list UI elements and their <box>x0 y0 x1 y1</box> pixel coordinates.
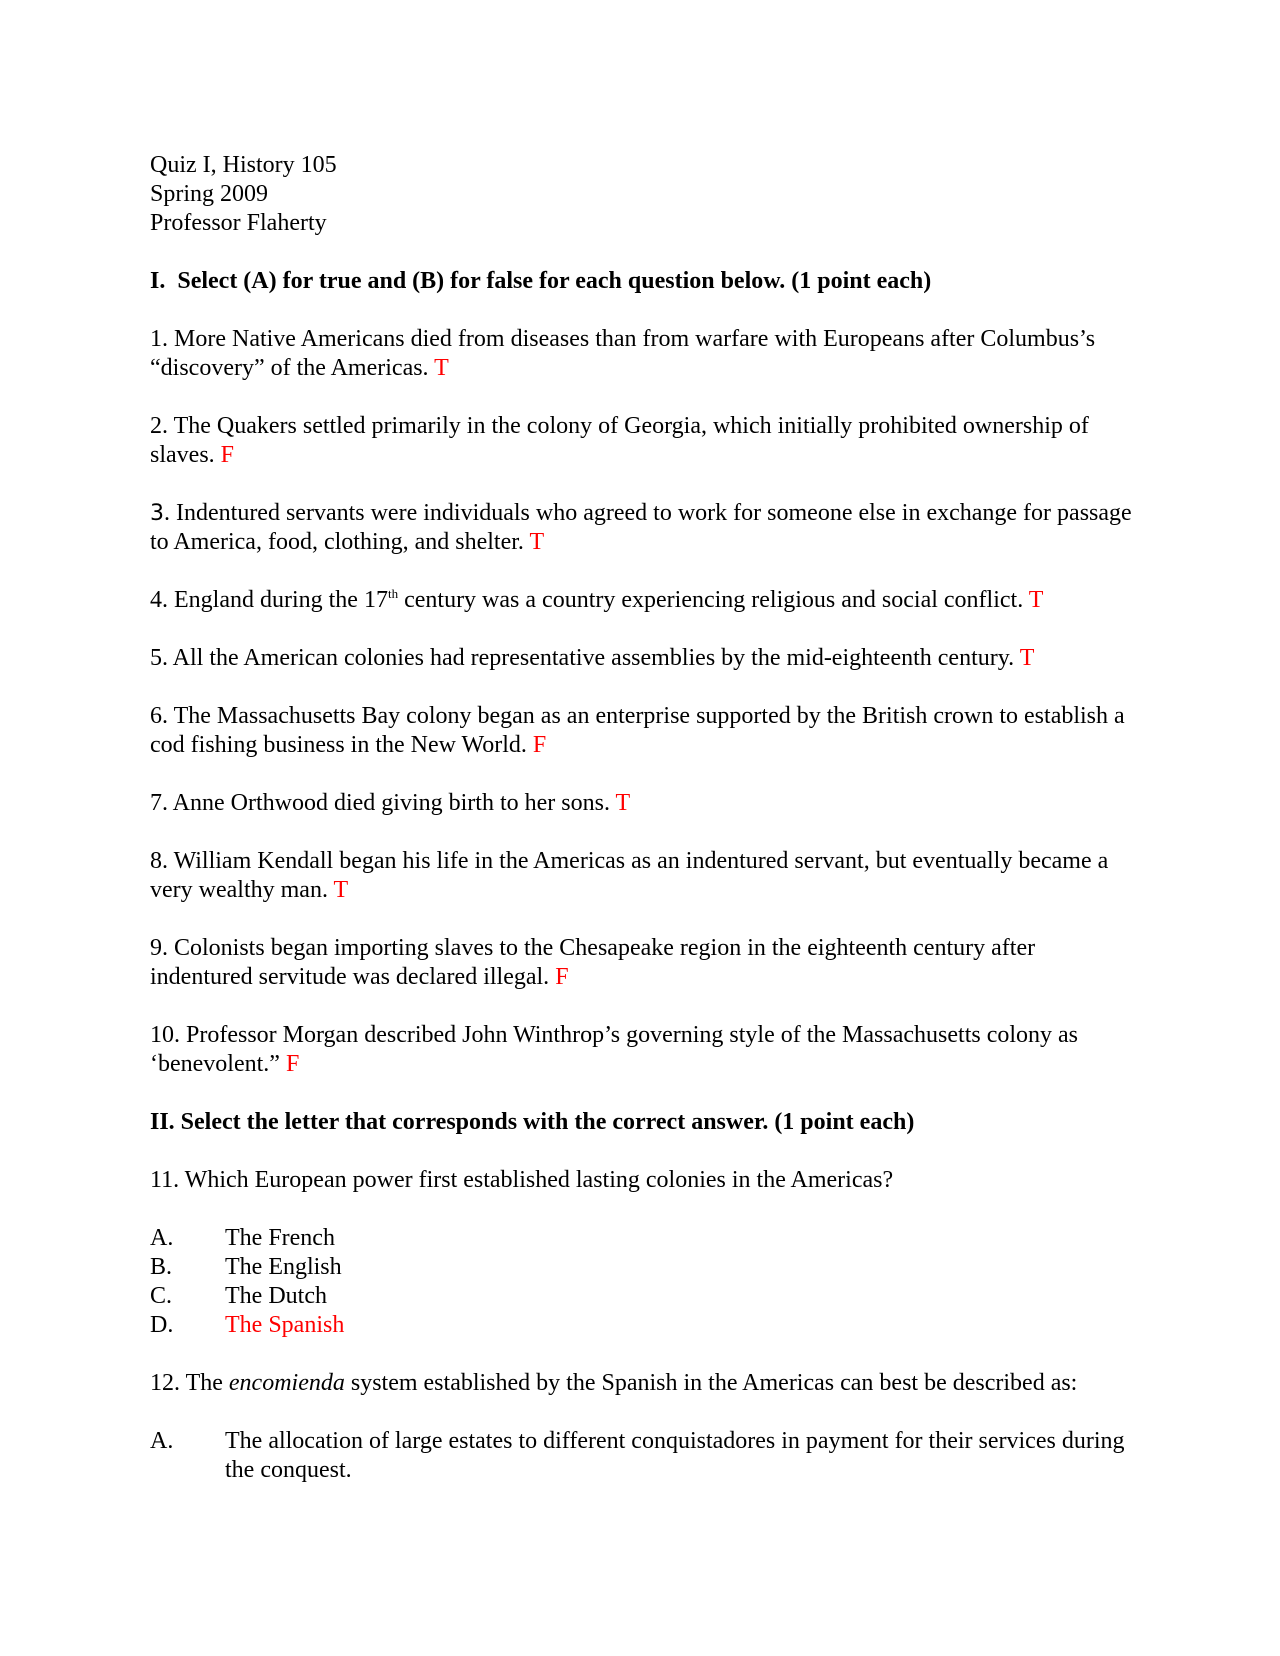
choice-b <box>150 1253 1135 1282</box>
quiz-professor: Professor Flaherty <box>150 210 327 236</box>
section-1-heading: I. Select (A) for true and (B) for false for each question below. (1 point each) <box>150 268 932 294</box>
choice-a <box>150 1427 1135 1485</box>
answer-key: T <box>1028 587 1044 613</box>
choice-letter: C. <box>150 1283 173 1309</box>
choice-letter: A. <box>150 1225 174 1251</box>
choice-letter: B. <box>150 1254 173 1280</box>
choice-text: The English <box>225 1254 342 1280</box>
section-2-heading: II. Select the letter that corresponds with the correct answer. (1 point each) <box>150 1109 915 1135</box>
quiz-term: Spring 2009 <box>150 181 269 207</box>
question-4 <box>150 586 1135 615</box>
question-text: 2. The Quakers settled primarily in the colony of Georgia, which initially prohibited ownership of slaves. <box>150 413 1089 468</box>
question-term: encomienda <box>228 1370 345 1396</box>
question-text: 12. The <box>150 1370 229 1396</box>
question-text: 4. England during the 17 <box>150 587 388 613</box>
choice-a <box>150 1224 1135 1253</box>
question-text: 1. More Native Americans died from diseases than from warfare with Europeans after Columbus’s “discovery” of the Americas. <box>150 326 1096 381</box>
choice-letter: A. <box>150 1428 174 1454</box>
choice-text: The French <box>225 1225 335 1251</box>
question-5 <box>150 644 1135 673</box>
question-text: century was a country experiencing religious and social conflict. <box>398 587 1029 613</box>
choice-d-correct <box>150 1311 1135 1340</box>
answer-key: T <box>434 355 449 381</box>
question-11: 11. Which European power first established lasting colonies in the Americas? <box>150 1167 894 1193</box>
question-1 <box>150 325 1135 383</box>
answer-key: F <box>285 1051 300 1077</box>
question-12-choices <box>150 1427 1135 1485</box>
question-text: 6. The Massachusetts Bay colony began as an enterprise supported by the British crown to establish a cod fishing business in the New World. <box>150 703 1125 758</box>
choice-text: The Spanish <box>225 1312 345 1338</box>
question-number: 3 <box>150 501 164 526</box>
question-text: 8. William Kendall began his life in the Americas as an indentured servant, but eventually became a very wealthy man. <box>150 848 1109 903</box>
question-8 <box>150 847 1135 905</box>
question-text: 10. Professor Morgan described John Winthrop’s governing style of the Massachusetts colony as ‘benevolent.” <box>150 1022 1079 1077</box>
question-3 <box>150 499 1135 557</box>
choice-text: The allocation of large estates to different conquistadores in payment for their services during the conquest. <box>225 1428 1125 1483</box>
answer-key: T <box>333 877 349 903</box>
choice-c <box>150 1282 1135 1311</box>
answer-key: T <box>1019 645 1035 671</box>
answer-key: T <box>615 790 631 816</box>
choice-letter: D. <box>150 1312 174 1338</box>
answer-key: T <box>529 529 545 555</box>
answer-key: F <box>555 964 569 990</box>
question-text: system established by the Spanish in the Americas can best be described as: <box>344 1370 1078 1396</box>
ordinal-superscript: th <box>387 586 399 601</box>
question-7 <box>150 789 1135 818</box>
quiz-document <box>150 151 1135 1485</box>
choice-text: The Dutch <box>225 1283 327 1309</box>
question-text: 9. Colonists began importing slaves to the Chesapeake region in the eighteenth century after indentured servitude was declared illegal. <box>150 935 1036 990</box>
question-text: 5. All the American colonies had representative assemblies by the mid-eighteenth century. <box>150 645 1020 671</box>
question-10 <box>150 1021 1135 1079</box>
question-12 <box>150 1369 1135 1398</box>
answer-key: F <box>532 732 547 758</box>
answer-key: F <box>220 442 235 468</box>
question-11-choices <box>150 1224 1135 1340</box>
question-2 <box>150 412 1135 470</box>
question-6 <box>150 702 1135 760</box>
quiz-title: Quiz I, History 105 <box>150 152 337 178</box>
question-9 <box>150 934 1135 992</box>
question-text: . Indentured servants were individuals who agreed to work for someone else in exchange for passage to America, food, clothing, and shelter. <box>150 500 1132 555</box>
question-text: 7. Anne Orthwood died giving birth to her sons. <box>150 790 616 816</box>
